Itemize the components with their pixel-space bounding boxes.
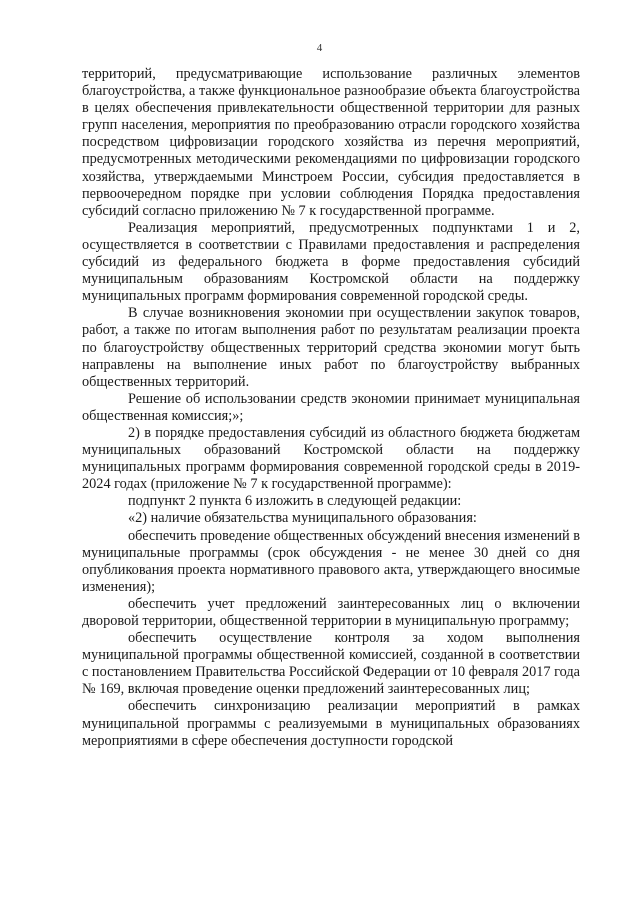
page-number: 4: [316, 42, 323, 54]
document-body: [82, 66, 580, 750]
paragraph-implementation: Реализация мероприятий, предусмотренных подпунктами 1 и 2, осуществляется в соответствии с Правилами предоставления и распределения субсидий из федерального бюджета в форме предоставления субсидий муниципальным образованиям Костромской области на поддержку муниципальных программ формирования современной городской среды.: [82, 219, 580, 305]
paragraph-obligation-heading: «2) наличие обязательства муниципального образования:: [128, 510, 477, 527]
paragraph-obligation-control: обеспечить осуществление контроля за ходом выполнения муниципальной программы общественной комиссией, созданной в соответствии с постановлением Правительства Российской Федерации от 10 февраля 2017 года № 169, включая проведение оценки предложений заинтересованных лиц;: [82, 630, 580, 698]
paragraph-item-2: 2) в порядке предоставления субсидий из областного бюджета бюджетам муниципальных образований Костромской области на поддержку муниципальных программ формирования современной городской среды в 2019-2024 годах (приложение № 7 к государственной программе):: [82, 424, 580, 493]
paragraph-obligation-discussions: обеспечить проведение общественных обсуждений внесения изменений в муниципальные программы (срок обсуждения - не менее 30 дней со дня опубликования проекта нормативного правового акта, утверждающего вносимые изменения);: [82, 527, 580, 595]
paragraph-savings: В случае возникновения экономии при осуществлении закупок товаров, работ, а также по итогам выполнения работ по результатам реализации проекта по благоустройству общественных территорий средства экономии могут быть направлены на выполнение иных работ по благоустройству выбранных общественных территорий.: [82, 305, 580, 390]
paragraph-continuation: территорий, предусматривающие использование различных элементов благоустройства, а также функциональное разнообразие объекта благоустройства в целях обеспечения привлекательности общественной территории для разных групп населения, мероприятия по преобразованию отрасли городского хозяйства посредством цифровизации городского хозяйства из перечня мероприятий, предусмотренных методическими рекомендациями по цифровизации городского хозяйства, утверждаемыми Минстроем России, субсидия предоставляется в первоочередном порядке при условии соблюдения Порядка предоставления субсидий согласно приложению № 7 к государственной программе.: [82, 66, 580, 219]
paragraph-subitem-instruction: подпункт 2 пункта 6 изложить в следующей редакции:: [128, 493, 462, 510]
paragraph-obligation-proposals: обеспечить учет предложений заинтересованных лиц о включении дворовой территории, общественной территории в муниципальную программу;: [82, 595, 580, 629]
paragraph-obligation-sync: обеспечить синхронизацию реализации мероприятий в рамках муниципальной программы с реализуемыми в муниципальных образованиях мероприятиями в сфере обеспечения доступности городской: [82, 698, 580, 749]
paragraph-decision: Решение об использовании средств экономии принимает муниципальная общественная комиссия;»;: [82, 390, 580, 424]
